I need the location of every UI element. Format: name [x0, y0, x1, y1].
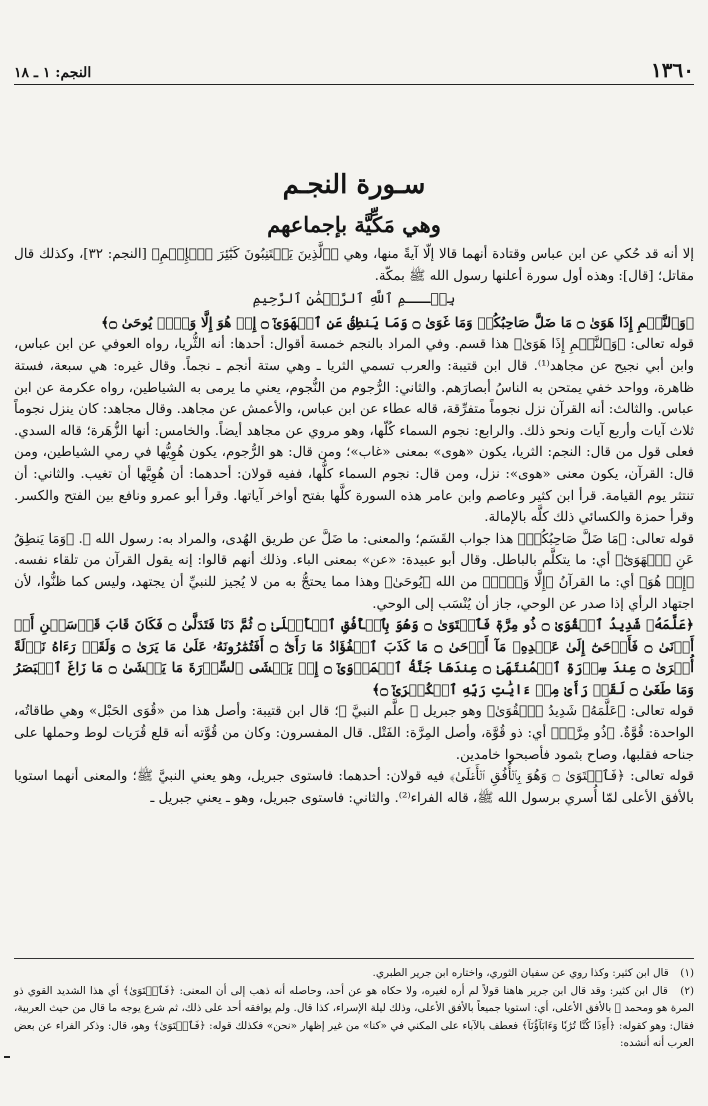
commentary-paragraph-1: قوله تعالى: ﴿وَٱلنَّجۡمِ إِذَا هَوَىٰ﴾ هذا قسم. وفي المراد بالنجم خمسة أقوال: أحدها: أنه الثُّريا، رواه العوفي عن ابن عباس، وابن أبي نجيح عن مجاهد⁽¹⁾. قال ابن قتيبة: والعرب تسمي الثريا ـ وهي ستة أنجم ـ نجماً. وقال غيره: هي سبعة، فستة ظاهرة، وواحد خفي يمتحن به الناسُ أبصارَهم. والثاني: الرُّجوم من النُّجوم، يعني ما يرمى به الشياطين، رواه عكرمة عن ابن عباس. والثالث: أنه القرآن نزل نجوماً متفرِّقة، قاله عطاء عن ابن عباس، والأعمش عن مجاهد. وقال مجاهد: كان ينزل نجوماً ثلاث آيات وأربع آيات ونحو ذلك. والرابع: نجوم السماء كُلّها، وهو مروي عن مجاهد أيضاً. والخامس: أنها الزُّهَرة؛ قاله السدي. فعلى قول من قال: النجم: الثريا، يكون «هوى» بمعنى «غاب»؛ ومن قال: هو الرُّجوم، يكون هُوِيُّها في رمي الشياطين، ومن قال: القرآن، يكون معنى «هوى»: نزل، ومن قال: نجوم السماء كلُّها، ففيه قولان: أحدهما: أن هُوِيَّها أن تغيب. والثاني: أن تنتثر يوم القيامة. قرأ ابن كثير وعاصم وابن عامر هذه السورة كلَّها بفتح أواخر آياتها. وقرأ أبو عمرو ونافع بين الفتح والكسر. وقرأ حمزة والكسائي ذلك كلَّه بالإمالة. [14, 337, 694, 526]
footnote [14, 983, 694, 1053]
surah-subtitle: وهي مَكِّيَّة بإجماعهم [267, 212, 441, 237]
footnote [14, 965, 694, 983]
footnote-number: (١) [680, 967, 694, 979]
footnote-text: قال ابن كثير: وقد قال ابن جرير هاهنا قولاً لم أره لغيره، ولا حكاه هو عن أحد، وحاصله أنه ذهب إلى أن المعنى: ﴿فَٱسۡتَوَىٰ﴾ أي هذا الشديد القوي ذو المرة هو ومحمد ﷺ بالأفق الأعلى، أي: استويا جميعاً بالأفق الأعلى، وذلك ليلة الإسراء، كذا قال. ولم يوافقه أحد على ذلك، ثم شرع يوجه ما قال من حيث العربية، فقال: وهو كقوله: ﴿أَءِذَا كُنَّا تُرَٰبٗا وَءَابَآؤُنَآ﴾ فعطف بالآباء على المكني في «كنا» من غير إظهار «نحن» فكذلك قوله: ﴿فَٱسۡتَوَىٰ﴾ وهو، قال: وذكر الفراء عن بعض العرب أنه أنشده: [14, 984, 694, 1049]
footnote-text: قال ابن كثير: وكذا روي عن سفيان الثوري، واختاره ابن جرير الطبري. [372, 967, 669, 979]
commentary-paragraph-4: قوله تعالى: ﴿فَٱسۡتَوَىٰ ۝ وَهُوَ بِٱلۡأُفُقِ ٱلۡأَعۡلَىٰ﴾ فيه قولان: أحدهما: فاستوى جبريل، وهو يعني النبيَّ ﷺ؛ والمعنى أنهما استويا بالأفق الأعلى لمّا أُسري برسول الله ﷺ، قاله الفراء⁽²⁾. والثاني: فاستوى جبريل، وهو ـ يعني جبريل ـ [14, 769, 694, 806]
basmala: بِسۡـــمِ ٱللَّهِ ٱلرَّحۡمَٰنِ ٱلرَّحِيمِ [252, 291, 456, 308]
margin-mark [4, 1056, 10, 1058]
commentary-paragraph-3: قوله تعالى: ﴿عَلَّمَهُۥ شَدِيدُ ٱلۡقُوَىٰ﴾ وهو جبريل ﷺ علَّم النبيَّ ﷺ؛ قال ابن قتيبة: وأصل هذا من «قُوَى الحَبْل» وهي طاقاتُه، الواحدة: قُوَّةٌ. ﴿ذُو مِرَّةٖ﴾ أي: ذو قُوَّة، وأصل المِرَّة: الفَتْل. قال المفسرون: وكان من قُوَّته أنه قلع قُرَيات لوط وحملها على جناحه فقلبها، وصاح بثمود فأصبحوا خامدين. [14, 704, 694, 763]
commentary-paragraph-2: قوله تعالى: ﴿مَا ضَلَّ صَاحِبُكُمۡ﴾ هذا جواب القَسَم؛ والمعنى: ما ضَلَّ عن طريق الهُدى، والمراد به: رسول الله ﷺ. ﴿وَمَا يَنطِقُ عَنِ ٱلۡهَوَىٰٓ﴾ أي: ما يتكلَّم بالباطل. وقال أبو عبيدة: «عن» بمعنى الباء. وذلك أنهم قالوا: إنه يقول القرآن من تلقاء نفسه. ﴿إِنۡ هُوَ﴾ أي: ما القرآنُ ﴿إِلَّا وَحۡيٞ﴾ من الله ﴿يُوحَىٰ﴾ وهذا مما يحتجُّ به من لا يُجيز للنبيِّ أن يجتهد، وليس كما ظنُّوا، لأن اجتهاد الرأي إذا صدر عن الوحي، جاز أن يُنْسَب إلى الوحي. [14, 531, 694, 612]
intro-paragraph: إلا أنه قد حُكي عن ابن عباس وقتادة أنهما قالا إلّا آيةً منها، وهي ﴿ٱلَّذِينَ يَجۡتَنِبُونَ كَبَٰٓئِرَ ٱلۡإِثۡمِ﴾ [النجم: ٣٢]، وكذلك قال مقاتل؛ [قال]: وهذه أول سورة أعلنها رسول الله ﷺ بمكّة. [14, 247, 694, 284]
running-title: النجم: ١ ـ ١٨ [14, 65, 92, 81]
verses-block-2: ﴿عَلَّمَهُۥ شَدِيدُ ٱلۡقُوَىٰ ۝ ذُو مِرَّةٖ فَٱسۡتَوَىٰ ۝ وَهُوَ بِٱلۡأُفُقِ ٱلۡأَعۡلَىٰ ۝ ثُمَّ دَنَا فَتَدَلَّىٰ ۝ فَكَانَ قَابَ قَوۡسَيۡنِ أَوۡ أَدۡنَىٰ ۝ فَأَوۡحَىٰٓ إِلَىٰ عَبۡدِهِۦ مَآ أَوۡحَىٰ ۝ مَا كَذَبَ ٱلۡفُؤَادُ مَا رَأَىٰٓ ۝ أَفَتُمَٰرُونَهُۥ عَلَىٰ مَا يَرَىٰ ۝ وَلَقَدۡ رَءَاهُ نَزۡلَةً أُخۡرَىٰ ۝ عِندَ سِدۡرَةِ ٱلۡمُنتَهَىٰ ۝ عِندَهَا جَنَّةُ ٱلۡمَأۡوَىٰٓ ۝ إِذۡ يَغۡشَى ٱلسِّدۡرَةَ مَا يَغۡشَىٰ ۝ مَا زَاغَ ٱلۡبَصَرُ وَمَا طَغَىٰ ۝ لَقَدۡ رَأَىٰ مِنۡ ءَايَٰتِ رَبِّهِ ٱلۡكُبۡرَىٰٓ ۝﴾ [14, 617, 694, 698]
main-text [14, 244, 694, 809]
verses-block-1: ﴿وَٱلنَّجۡمِ إِذَا هَوَىٰ ۝ مَا ضَلَّ صَاحِبُكُمۡ وَمَا غَوَىٰ ۝ وَمَا يَنطِقُ عَنِ ٱلۡهَوَىٰٓ ۝ إِنۡ هُوَ إِلَّا وَحۡيٞ يُوحَىٰ ۝﴾ [101, 314, 694, 331]
page-header [14, 56, 694, 85]
page-number: ١٣٦٠ [651, 58, 694, 82]
footnotes [14, 958, 694, 1053]
surah-title: سـورة النجـم [282, 170, 426, 200]
footnote-number: (٢) [680, 984, 694, 997]
